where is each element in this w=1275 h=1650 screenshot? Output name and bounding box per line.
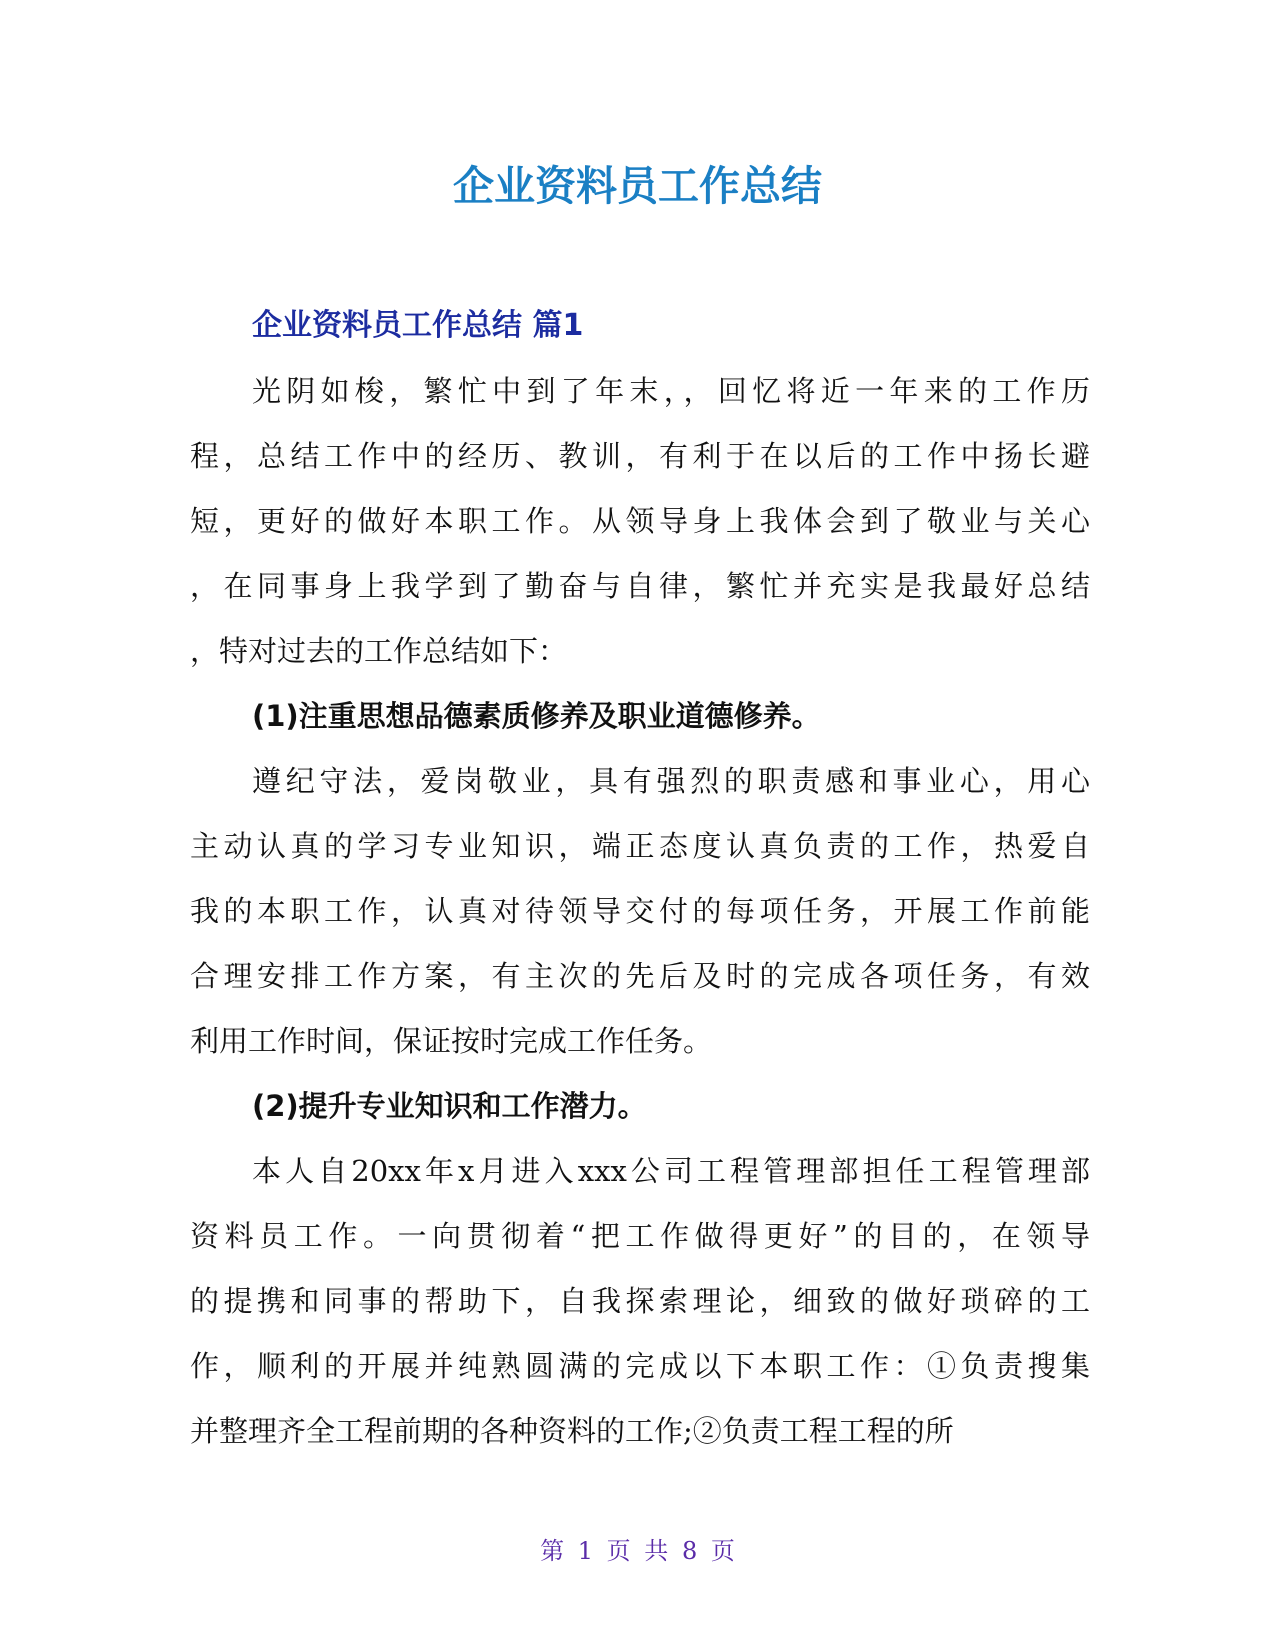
- document-body: [190, 359, 1090, 1464]
- document-title: 企业资料员工作总结: [453, 162, 822, 210]
- subheading-line: (1)注重思想品德素质修养及职业道德修养。: [252, 699, 821, 733]
- paragraph-line: ，在同事身上我学到了勤奋与自律，繁忙并充实是我最好总结: [190, 569, 1090, 603]
- paragraph-line: 作，顺利的开展并纯熟圆满的完成以下本职工作：①负责搜集: [190, 1349, 1090, 1383]
- page-footer: 第 1 页 共 8 页: [540, 1537, 735, 1565]
- paragraph-line: 我的本职工作，认真对待领导交付的每项任务，开展工作前能: [190, 894, 1090, 928]
- paragraph-line: 利用工作时间，保证按时完成工作任务。: [190, 1024, 713, 1058]
- paragraph-line: ，特对过去的工作总结如下：: [190, 634, 568, 668]
- paragraph-line: 并整理齐全工程前期的各种资料的工作;②负责工程工程的所: [190, 1414, 954, 1448]
- section-heading: 企业资料员工作总结 篇1: [252, 308, 584, 343]
- paragraph-line: 合理安排工作方案，有主次的先后及时的完成各项任务，有效: [190, 959, 1090, 993]
- paragraph-line: 的提携和同事的帮助下，自我探索理论，细致的做好琐碎的工: [190, 1284, 1090, 1318]
- paragraph-line: 程，总结工作中的经历、教训，有利于在以后的工作中扬长避: [190, 439, 1090, 473]
- paragraph-line: 主动认真的学习专业知识，端正态度认真负责的工作，热爱自: [190, 829, 1090, 863]
- paragraph-line: 短，更好的做好本职工作。从领导身上我体会到了敬业与关心: [190, 504, 1090, 538]
- paragraph-line: 光阴如梭，繁忙中到了年末，，回忆将近一年来的工作历: [252, 374, 1090, 408]
- paragraph-line: 资料员工作。一向贯彻着“把工作做得更好”的目的，在领导: [190, 1219, 1090, 1253]
- paragraph-line: 本人自20xx年x月进入xxx公司工程管理部担任工程管理部: [252, 1154, 1090, 1188]
- paragraph-line: 遵纪守法，爱岗敬业，具有强烈的职责感和事业心，用心: [252, 764, 1090, 798]
- subheading-line: (2)提升专业知识和工作潜力。: [252, 1089, 647, 1123]
